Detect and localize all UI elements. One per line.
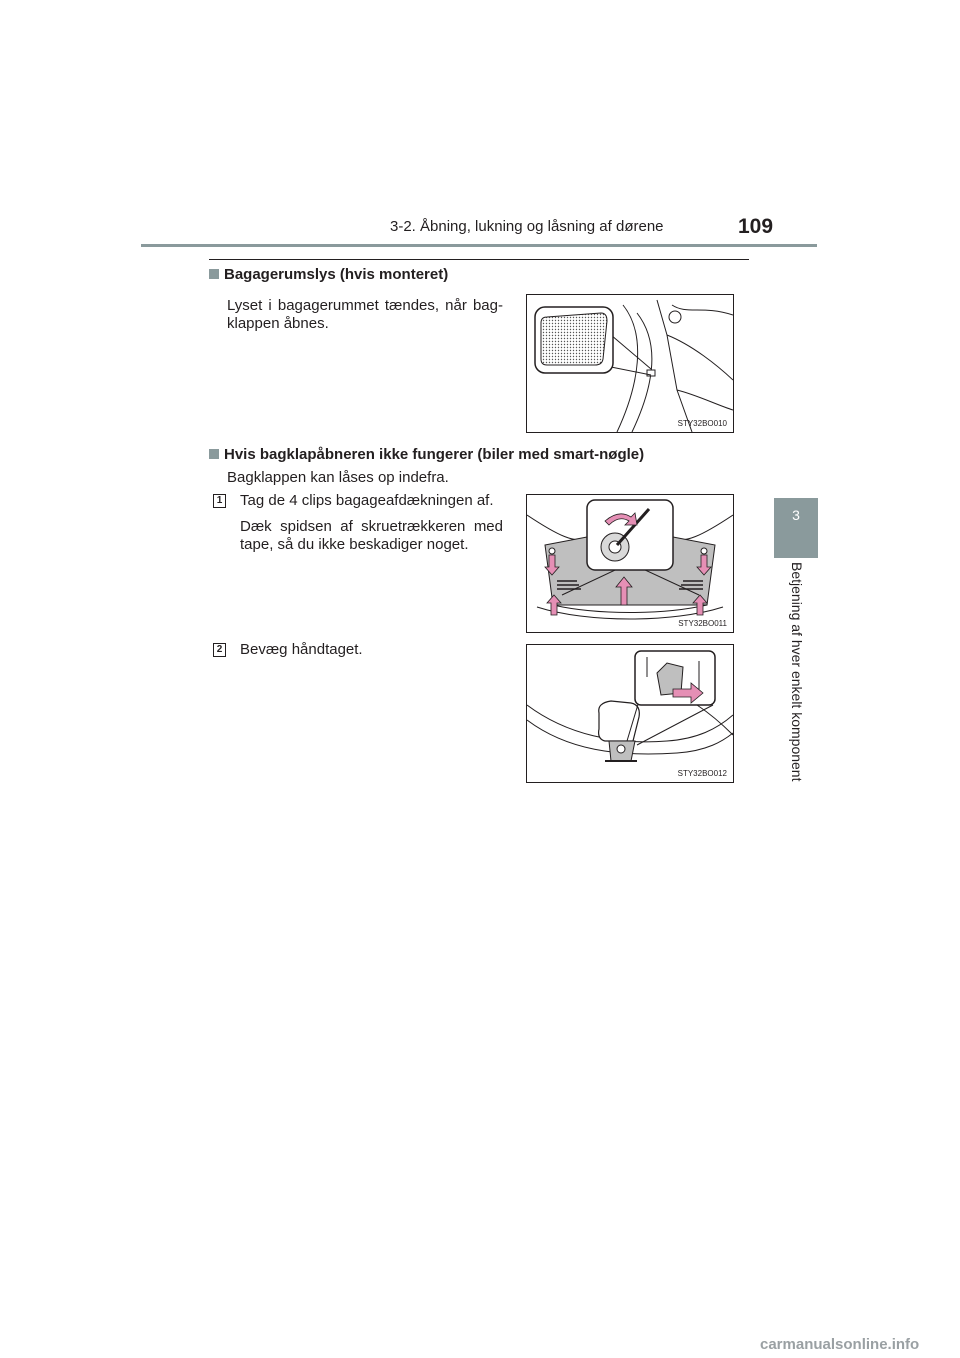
- luggage-light-illustration: [527, 295, 733, 432]
- trunk-opener-intro: Bagklappen kan låses op indefra.: [227, 469, 449, 486]
- square-bullet-icon: [209, 269, 219, 279]
- figure-luggage-light: [526, 294, 734, 433]
- step-2-text: Bevæg håndtaget.: [240, 641, 363, 658]
- heading-text: Hvis bagklapåbneren ikke fungerer (biler med smart-nøgle): [224, 446, 645, 463]
- step-1-text: Tag de 4 clips bagageafdækningen af.: [240, 492, 494, 509]
- header-section-title: 3-2. Åbning, lukning og låsning af dørene: [390, 218, 664, 235]
- section-heading-luggage-light: [209, 266, 448, 283]
- figure-move-lever: [526, 644, 734, 783]
- move-lever-illustration: [527, 645, 733, 782]
- figure-code: STY32BO011: [678, 619, 727, 628]
- figure-remove-clips: [526, 494, 734, 633]
- chapter-number: 3: [792, 507, 800, 523]
- luggage-light-text-line1: Lyset i bagagerummet tændes, når bag-: [227, 297, 503, 314]
- step-number-2: 2: [213, 643, 226, 657]
- square-bullet-icon: [209, 449, 219, 459]
- chapter-tab: [774, 498, 818, 558]
- luggage-light-text-line2: klappen åbnes.: [227, 315, 329, 332]
- heading-text: Bagagerumslys (hvis monteret): [224, 266, 449, 283]
- watermark: carmanualsonline.info: [760, 1336, 920, 1353]
- chapter-title: Betjening af hver enkelt komponent: [789, 562, 805, 782]
- page-number: 109: [738, 215, 774, 238]
- figure-code: STY32BO012: [677, 769, 727, 778]
- chapter-title-vertical: [774, 562, 818, 792]
- step-1-note-line2: tape, så du ikke beskadiger noget.: [240, 536, 469, 553]
- step-number-1: 1: [213, 494, 226, 508]
- section-heading-trunk-opener: [209, 446, 644, 463]
- section-divider: [209, 259, 749, 260]
- figure-code: STY32BO010: [677, 419, 727, 428]
- header-divider: [141, 244, 817, 247]
- remove-clips-illustration: [527, 495, 733, 632]
- step-1-note-line1: Dæk spidsen af skruetrækkeren med: [240, 518, 503, 535]
